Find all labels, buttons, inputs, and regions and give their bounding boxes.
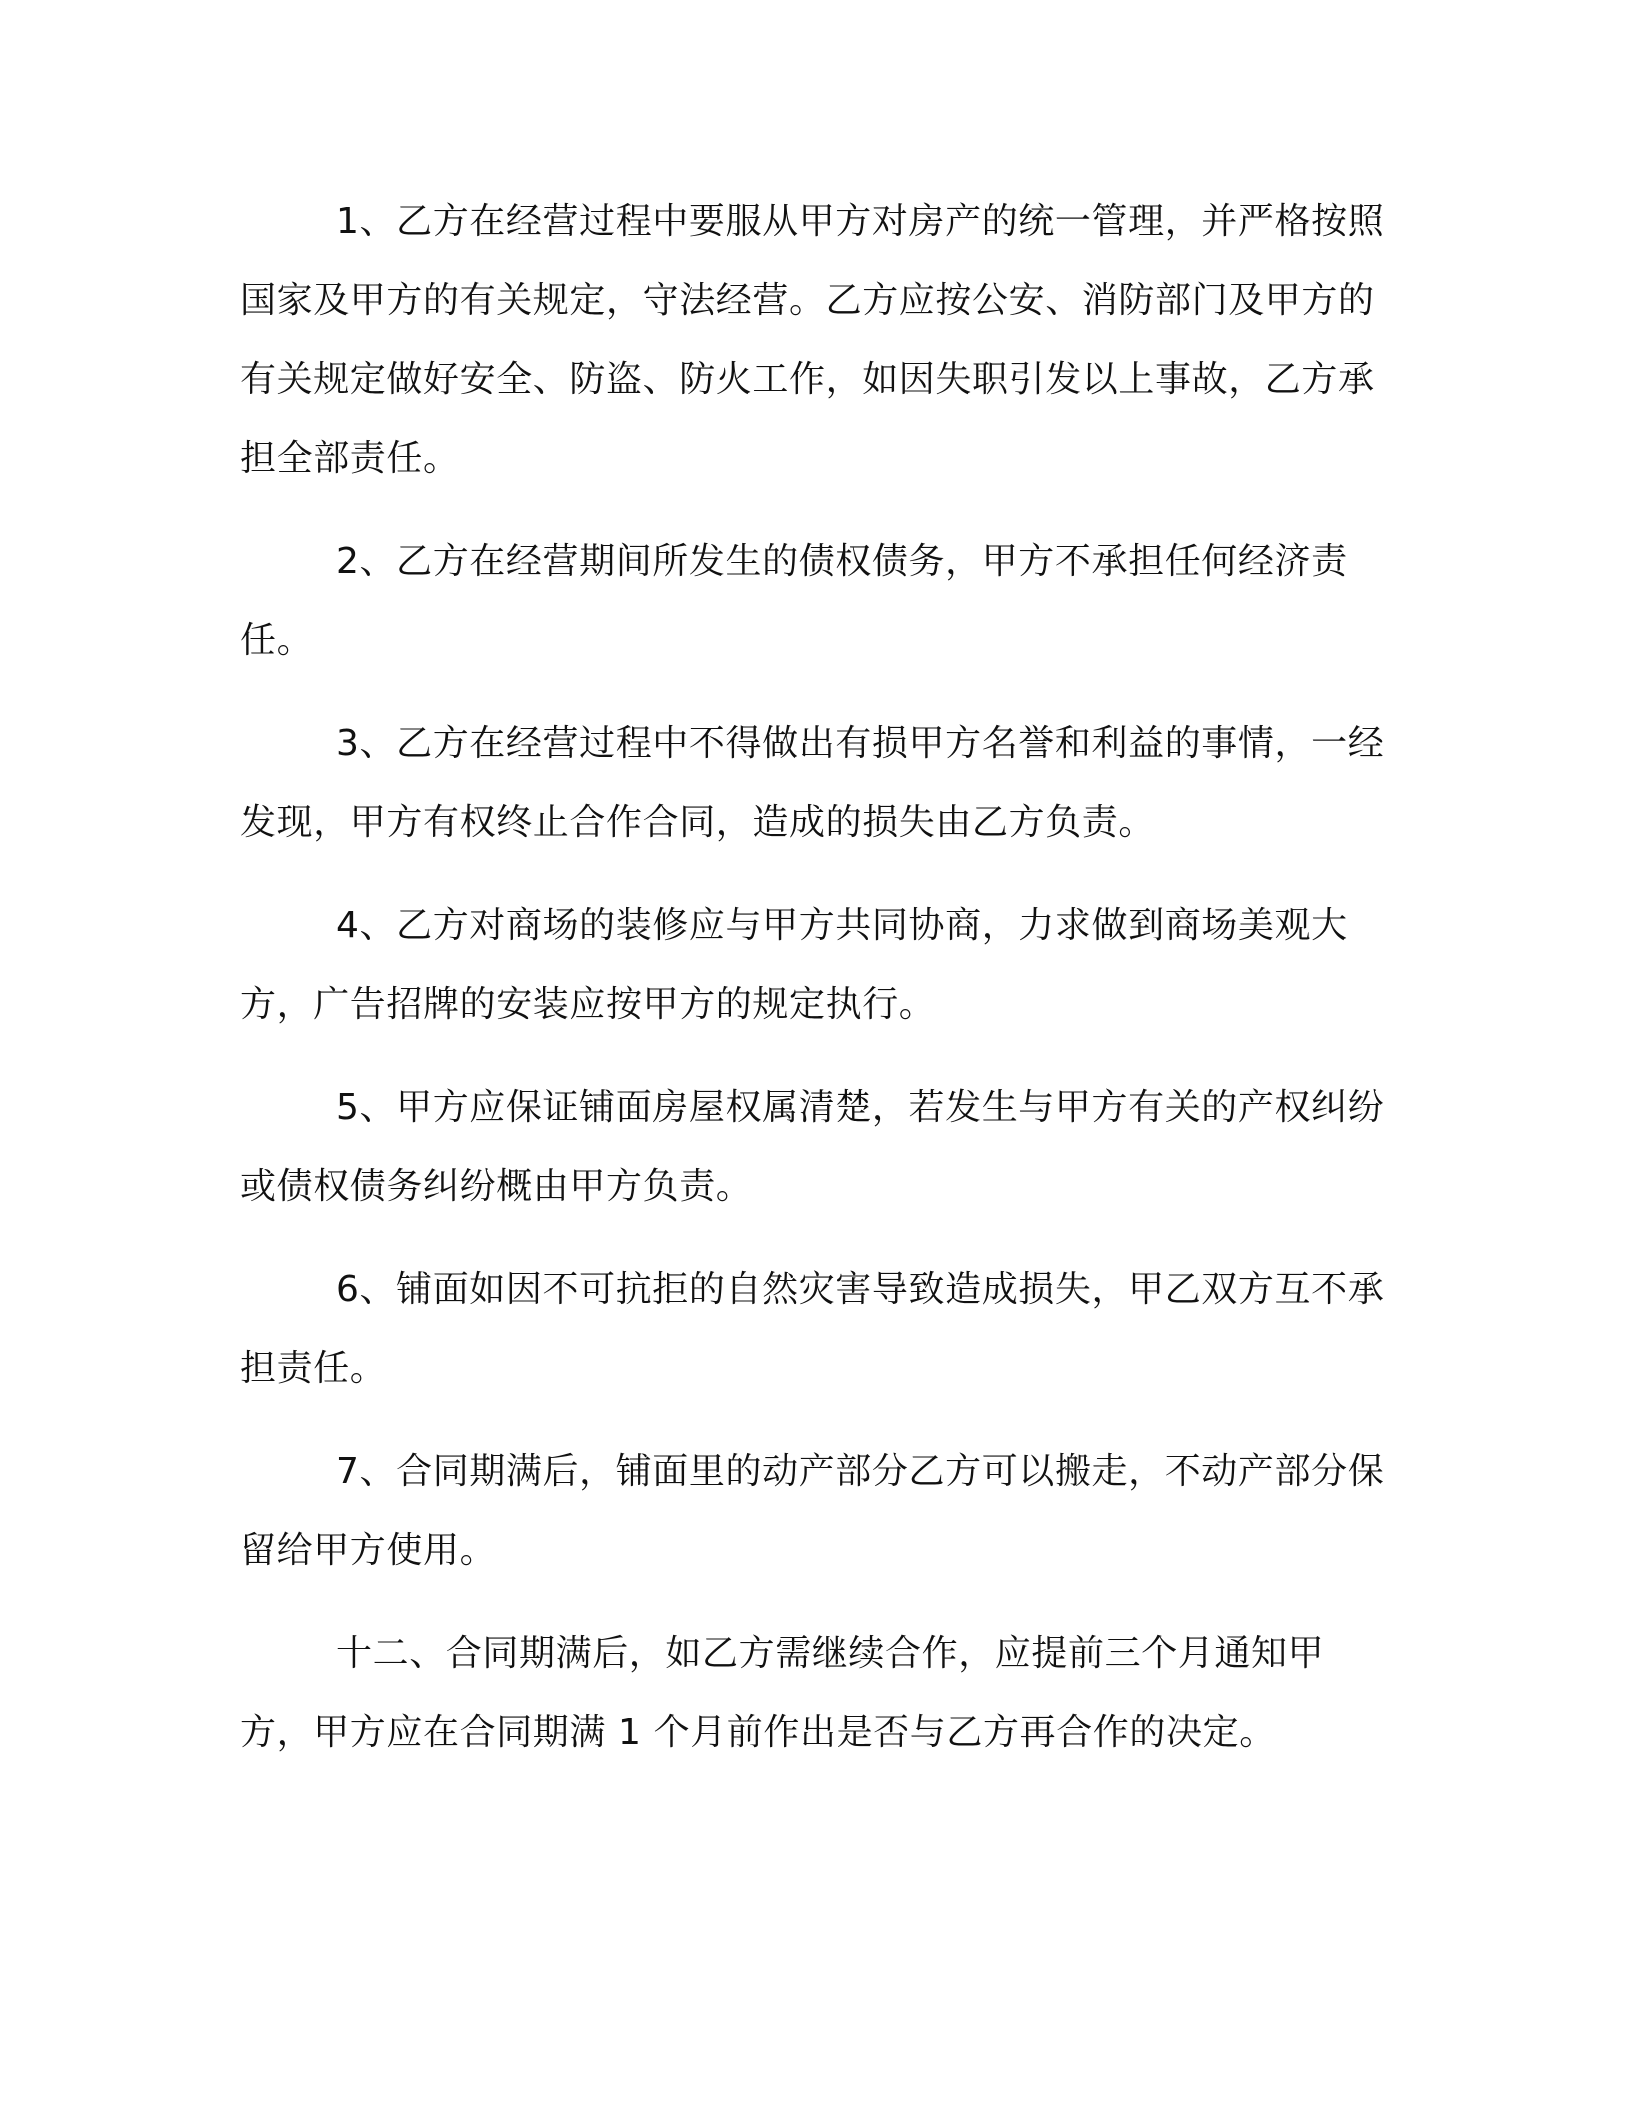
clause-7: 7、合同期满后，铺面里的动产部分乙方可以搬走，不动产部分保留给甲方使用。 <box>240 1451 1385 1571</box>
clause-3: 3、乙方在经营过程中不得做出有损甲方名誉和利益的事情，一经发现，甲方有权终止合作合同，造成的损失由乙方负责。 <box>240 723 1385 843</box>
clause-4: 4、乙方对商场的装修应与甲方共同协商，力求做到商场美观大方，广告招牌的安装应按甲方的规定执行。 <box>240 905 1348 1025</box>
clause-twelve: 十二、合同期满后，如乙方需继续合作，应提前三个月通知甲方，甲方应在合同期满 1 个月前作出是否与乙方再合作的决定。 <box>240 1633 1325 1753</box>
clause-1: 1、乙方在经营过程中要服从甲方对房产的统一管理，并严格按照国家及甲方的有关规定，守法经营。乙方应按公安、消防部门及甲方的有关规定做好安全、防盗、防火工作，如因失职引发以上事故，乙方承担全部责任。 <box>240 201 1385 479</box>
clause-5: 5、甲方应保证铺面房屋权属清楚，若发生与甲方有关的产权纠纷或债权债务纠纷概由甲方负责。 <box>240 1087 1385 1207</box>
document-body <box>240 182 1392 1796</box>
clause-6: 6、铺面如因不可抗拒的自然灾害导致造成损失，甲乙双方互不承担责任。 <box>240 1269 1385 1389</box>
clause-2: 2、乙方在经营期间所发生的债权债务，甲方不承担任何经济责任。 <box>240 541 1348 661</box>
